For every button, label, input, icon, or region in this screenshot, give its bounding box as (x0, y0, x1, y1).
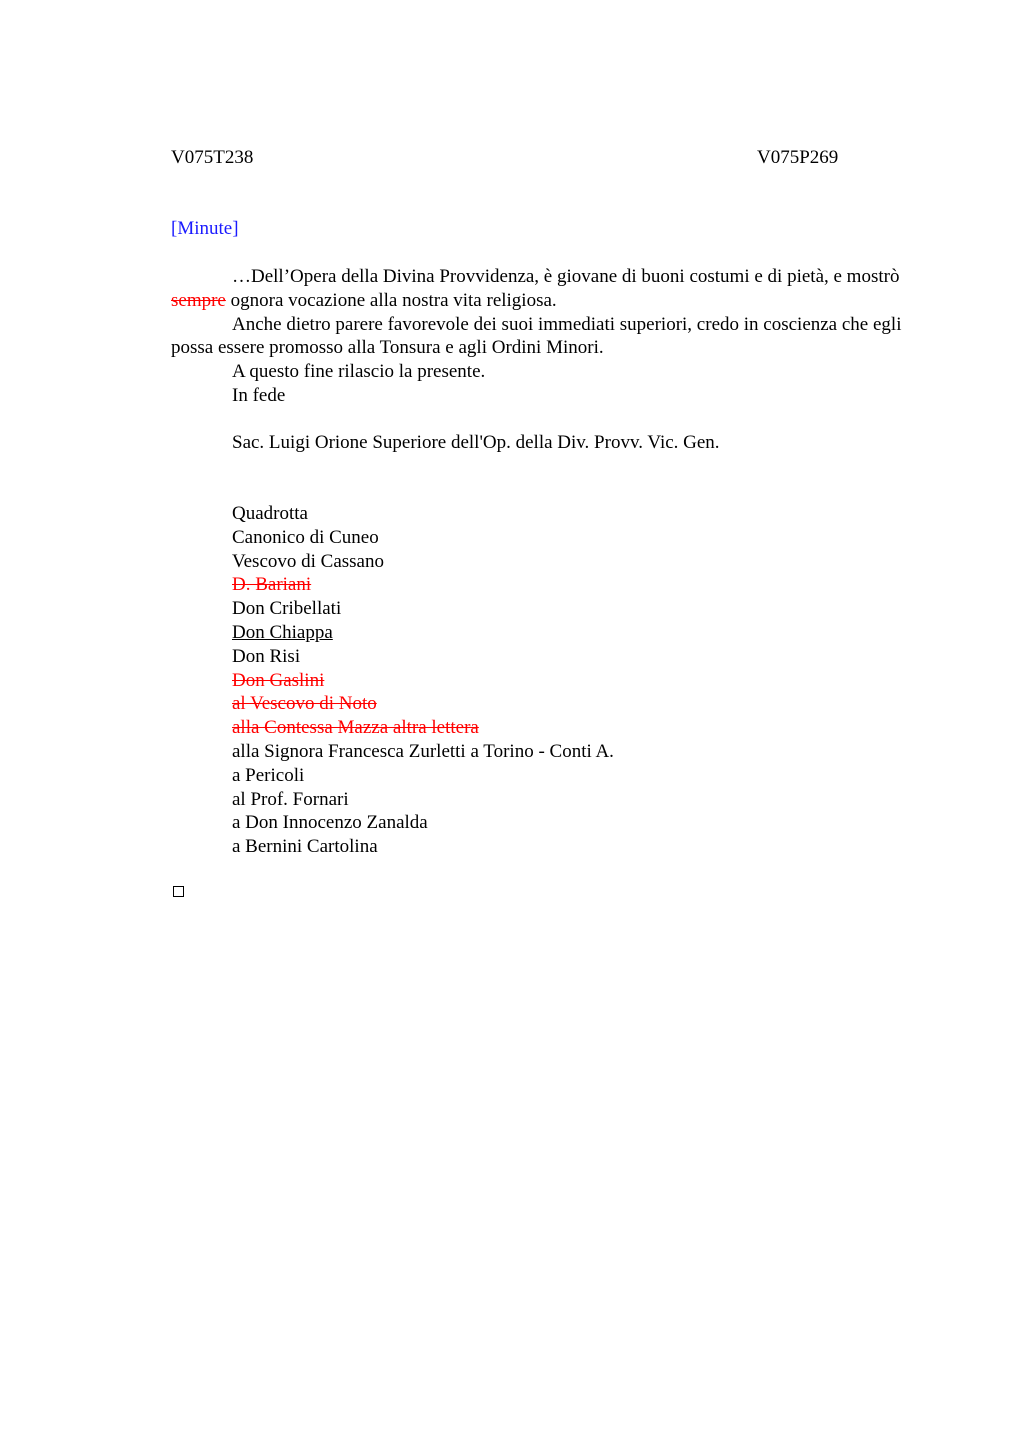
letter-body (171, 265, 931, 408)
recipient-item: al Prof. Fornari (232, 788, 349, 810)
paragraph-4: In fede (232, 384, 286, 406)
recipient-item: alla Signora Francesca Zurletti a Torino - Conti A. (232, 740, 614, 762)
deleted-word: sempre (171, 289, 226, 311)
paragraph-1-start: …Dell’Opera della Divina Provvidenza, è giovane di buoni costumi e di pietà, e mostrò (232, 266, 900, 287)
paragraph-3: A questo fine rilascio la presente. (232, 361, 486, 383)
recipient-item: Don Risi (232, 645, 301, 667)
recipient-item: al Vescovo di Noto (232, 693, 377, 715)
signature-line: Sac. Luigi Orione Superiore dell'Op. della Div. Provv. Vic. Gen. (232, 432, 720, 453)
recipient-item: alla Contessa Mazza altra lettera (232, 717, 479, 739)
square-box-icon (173, 886, 184, 897)
document-reference-left: V075T238 (171, 147, 254, 168)
paragraph-2: Anche dietro parere favorevole dei suoi immediati superiori, credo in coscienza che egli possa essere promosso alla Tonsura e agli Ordini Minori. (171, 313, 902, 359)
recipient-item: a Don Innocenzo Zanalda (232, 812, 428, 834)
section-label-minute: [Minute] (171, 218, 239, 239)
recipient-item: Don Chiappa (232, 621, 333, 643)
recipient-item: Vescovo di Cassano (232, 550, 384, 572)
paragraph-1-end: ognora vocazione alla nostra vita religiosa. (225, 289, 557, 311)
recipient-item: Quadrotta (232, 503, 308, 524)
recipient-item: D. Bariani (232, 574, 312, 596)
recipient-item: a Pericoli (232, 764, 305, 786)
recipient-list (232, 502, 614, 859)
recipient-item: Don Cribellati (232, 598, 342, 620)
recipient-item: Don Gaslini (232, 669, 325, 691)
recipient-item: a Bernini Cartolina (232, 836, 378, 858)
recipient-item: Canonico di Cuneo (232, 526, 379, 548)
paragraph-1 (171, 265, 931, 313)
document-reference-right: V075P269 (757, 147, 839, 168)
